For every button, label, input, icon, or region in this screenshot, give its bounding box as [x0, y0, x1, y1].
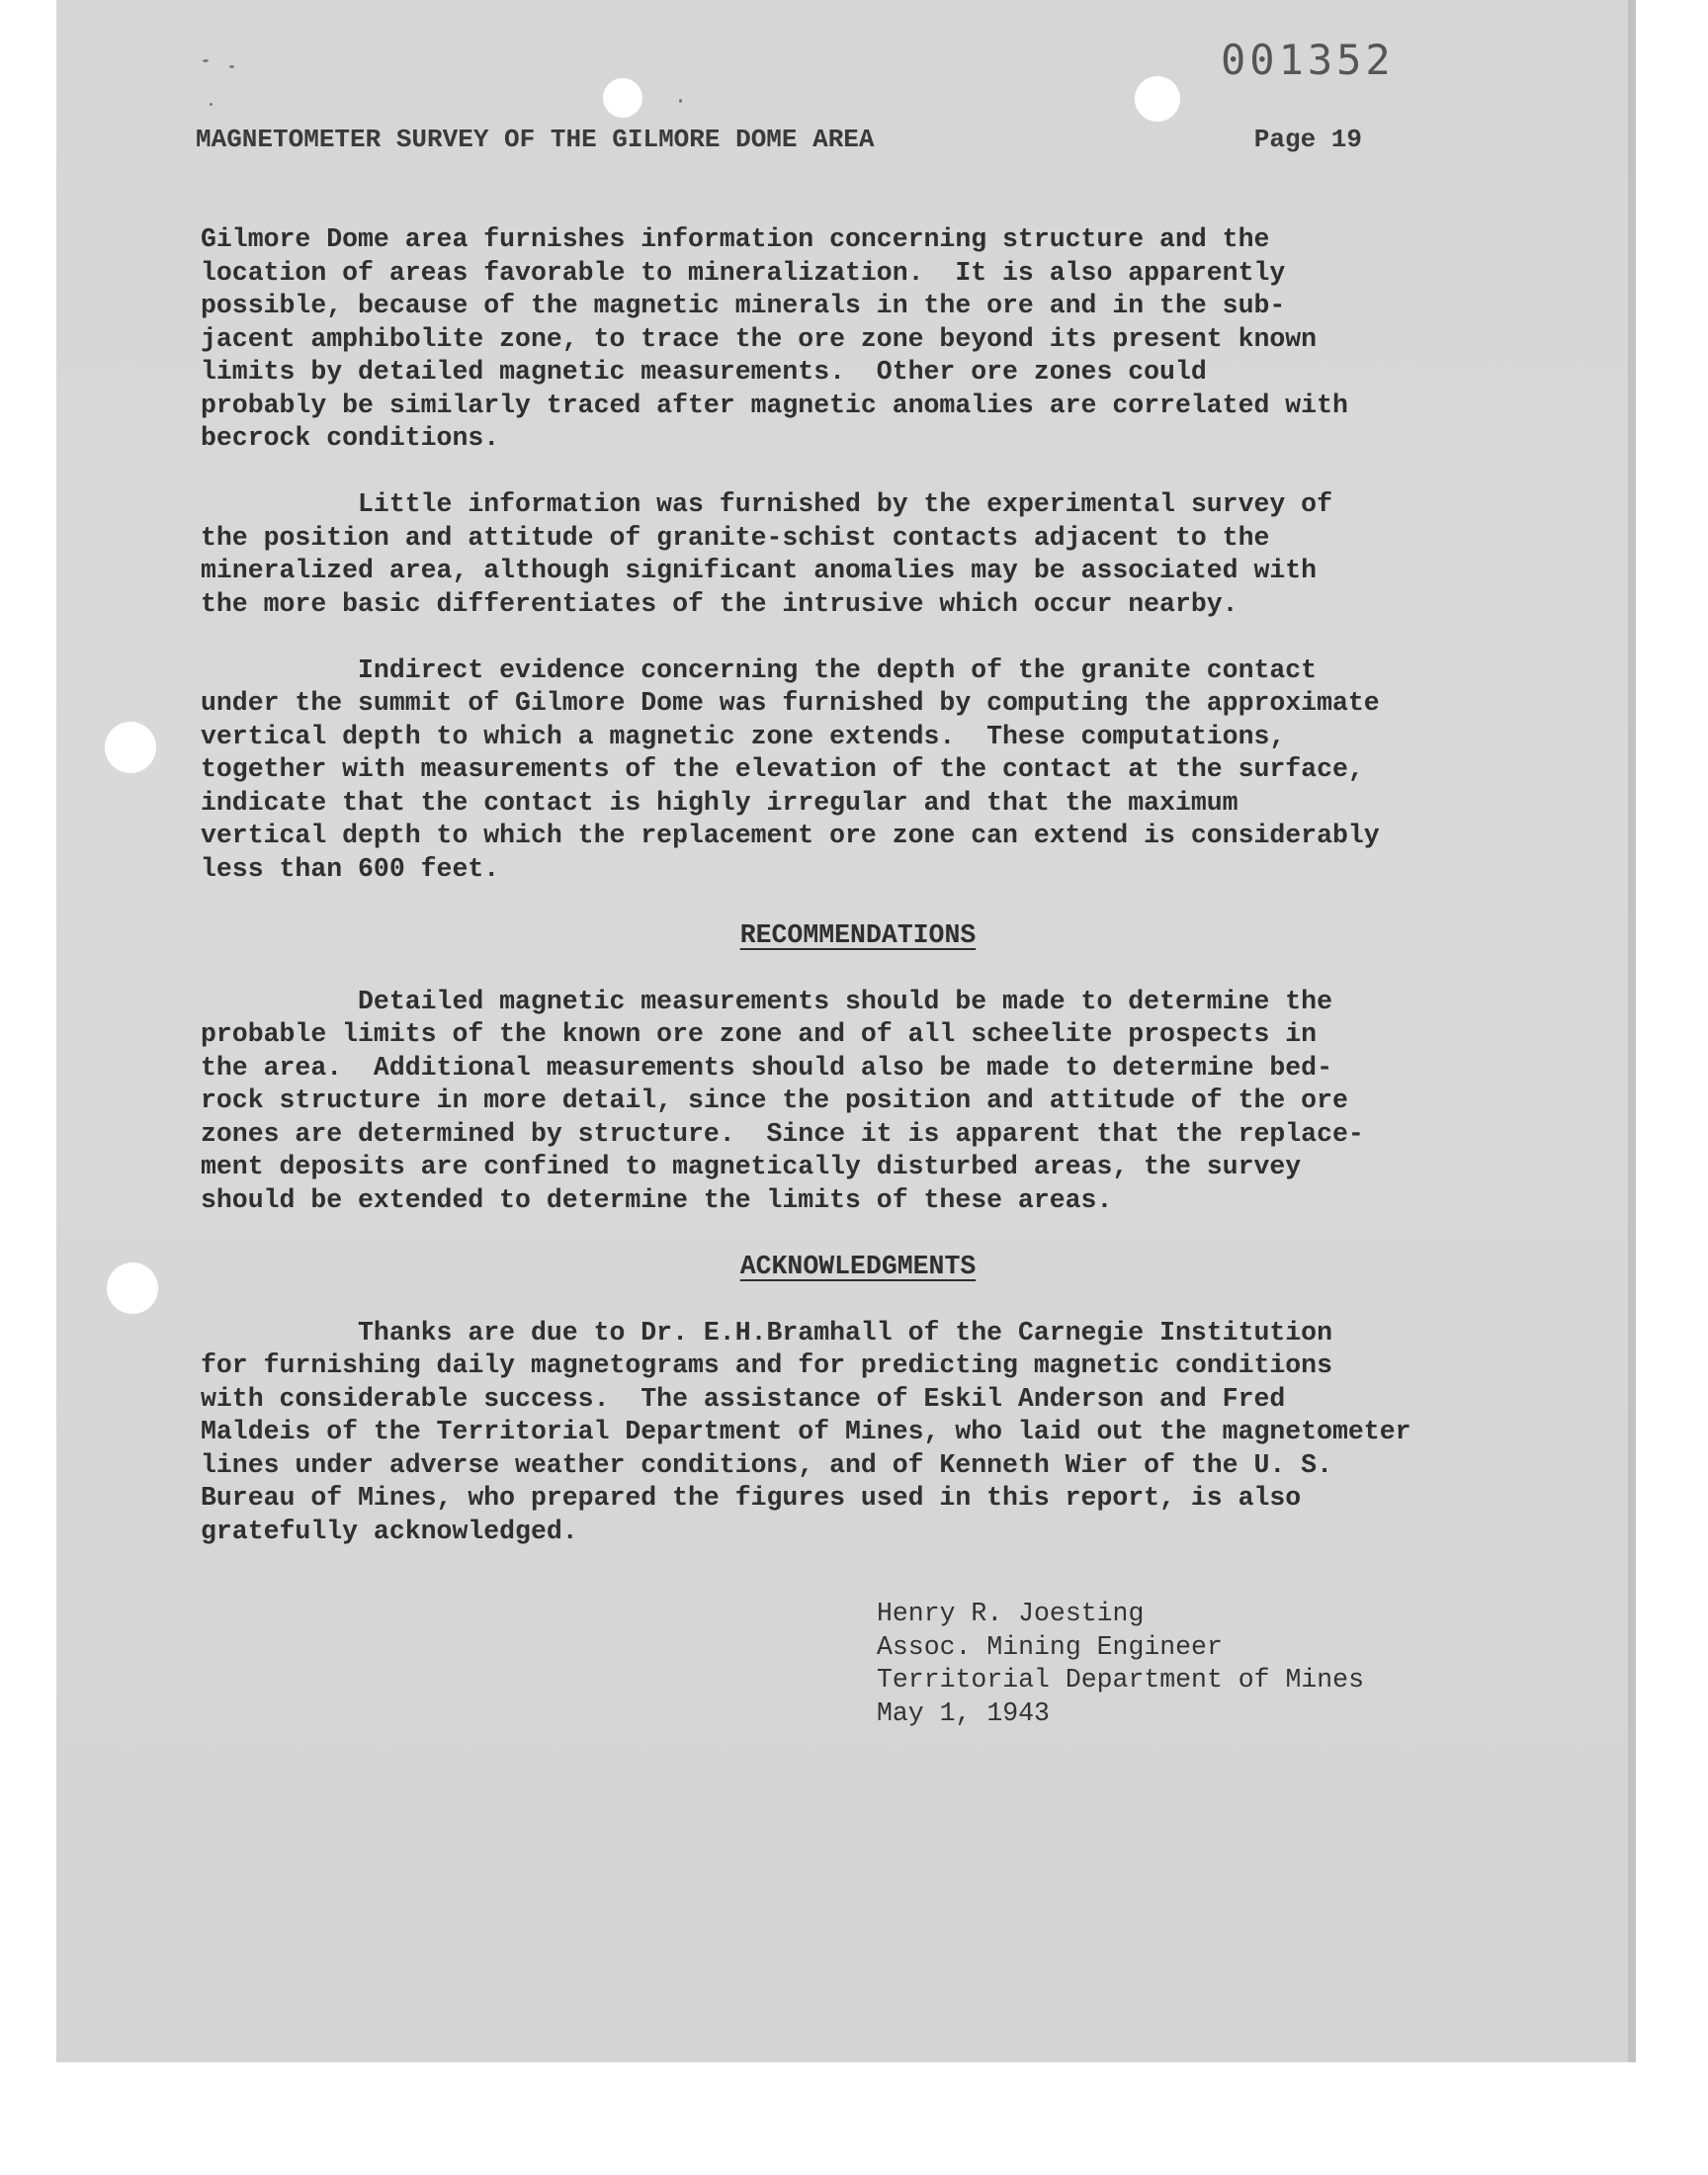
binder-hole-lower	[107, 1262, 158, 1314]
paragraph: Indirect evidence concerning the depth of the granite contact under the summit of Gilmore Dome was furnished by computing the approximate vertical depth to which a magnetic zone extends. These computations, together with measurements of the elevation of the contact at the surface, indicate that the contact is highly irregular and that the maximum vertical depth to which the replacement ore zone can extend is considerably less than 600 feet.	[201, 654, 1380, 884]
signature-date: May 1, 1943	[877, 1697, 1050, 1728]
recommendations-heading-text: RECOMMENDATIONS	[739, 919, 977, 950]
scan-speck	[210, 103, 213, 106]
binder-hole-middle	[105, 722, 156, 773]
paragraph: Gilmore Dome area furnishes information concerning structure and the location of areas favorable to mineralization. It is also apparently possible, because of the magnetic minerals in the ore and in the sub- jacent amphibolite zone, to trace the ore zone beyond its present known limits by detailed magnetic measurements. Other ore zones could probably be similarly traced after magnetic anomalies are correlated with becrock conditions.	[201, 224, 1348, 453]
signer-title: Assoc. Mining Engineer	[877, 1631, 1223, 1662]
page-number: Page 19	[1253, 125, 1362, 154]
acknowledgments-heading-text: ACKNOWLEDGMENTS	[739, 1251, 977, 1281]
paragraph: Little information was furnished by the experimental survey of the position and attitude of granite-schist contacts adjacent to the mineralized area, although significant anomalies may be associated with the more basic differentiates of the intrusive which occur nearby.	[201, 489, 1332, 619]
recommendations-paragraph: Detailed magnetic measurements should be made to determine the probable limits of the known ore zone and of all scheelite prospects in the area. Additional measurements should also be made to determine bed- rock structure in more detail, since the position and attitude of the ore zones are determined by structure. Since it is apparent that the replace- ment deposits are confined to magnetically disturbed areas, the survey should be extended to determine the limits of these areas.	[201, 986, 1364, 1215]
section-heading-acknowledgments	[201, 1251, 1515, 1284]
binder-hole-top-right	[1135, 76, 1180, 122]
header-title: MAGNETOMETER SURVEY OF THE GILMORE DOME AREA	[196, 125, 875, 154]
signer-name: Henry R. Joesting	[877, 1599, 1145, 1628]
scan-speck	[203, 59, 209, 62]
section-heading-recommendations	[201, 919, 1515, 953]
scan-speck	[679, 99, 682, 103]
document-number: 001352	[1221, 36, 1395, 84]
signer-department: Territorial Department of Mines	[877, 1665, 1364, 1695]
running-header	[196, 125, 1421, 154]
binder-hole-top-left	[603, 78, 642, 118]
signature-block	[877, 1598, 1364, 1730]
document-body	[201, 223, 1515, 1582]
scan-speck	[229, 65, 234, 68]
acknowledgments-paragraph: Thanks are due to Dr. E.H.Bramhall of the Carnegie Institution for furnishing daily magnetograms and for predicting magnetic conditions with considerable success. The assistance of Eskil Anderson and Fred Maldeis of the Territorial Department of Mines, who laid out the magnetometer lines under adverse weather conditions, and of Kenneth Wier of the U. S. Bureau of Mines, who prepared the figures used in this report, is also gratefully acknowledged.	[201, 1317, 1411, 1546]
